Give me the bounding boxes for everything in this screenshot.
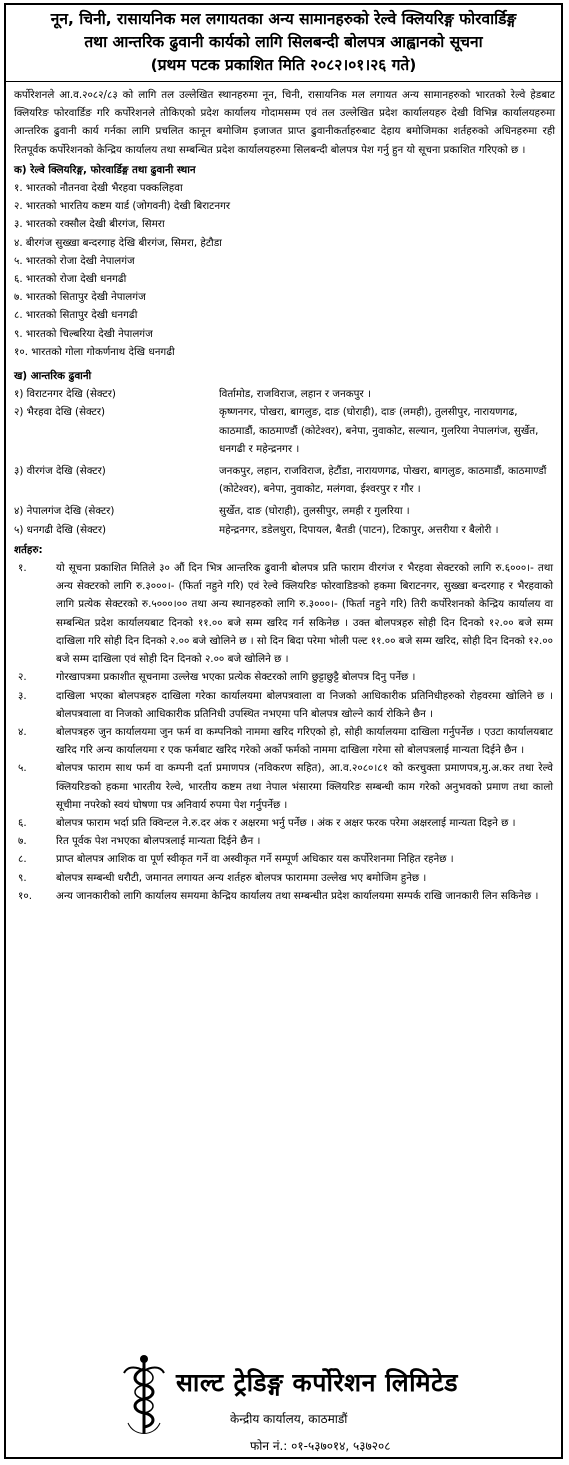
term-number: ८.: [18, 853, 27, 866]
term-text: गोरखापत्रमा प्रकाशीत सूचनामा उल्लेख भएका प्रत्येक सेक्टरको लागि छुट्टाछुट्टै बोलपत्र दिनु पर्नेछ ।: [56, 671, 416, 684]
list-item: २. भारतको भारतिय कष्टम यार्ड (जोगवनी) देखी बिराटनगर: [14, 200, 231, 213]
terms-title: शर्तहरु:: [14, 543, 43, 556]
list-item: ५. भारतको रोजा देखी नेपालगंज: [14, 254, 135, 267]
list-item: १०. भारतको गोला गोकर्णनाथ देखि धनगढी: [14, 345, 175, 358]
term-item: [14, 869, 555, 887]
notice-body: [6, 82, 561, 905]
term-item: [14, 887, 555, 905]
sector-to: महेन्द्रनगर, डडेलधुरा, दिपायल, बैतडी (पाटन), टिकापुर, अत्तरीया र बैलोरी ।: [219, 523, 499, 536]
term-item: [14, 759, 555, 814]
term-text: यो सूचना प्रकाशित मितिले ३० औं दिन भित्र आन्तरिक ढुवानी बोलपत्र प्रति फाराम वीरगंज र भैरहवा सेक्टरको लागि रु.६०००।- तथा अन्य सेक्टरको लागि रु.३०००।- (फिर्ता नहुने गरि) एवं रेल्वे क्लियरिङ फोरवाडिङको हकमा बिराटनगर, सुख्खा बन्दरगाह र भैरहवाको लागि प्रत्येक सेक्टरको रु.५०००।०० तथा अन्य स्थानहरुको लागि रु.३०००।- (फिर्ता नहुने गरि) तिरी कर्पोरेशनको केन्द्रिय कार्यालय वा सम्बन्धित प्रदेश कार्यालयबाट दिनको ११.०० बजे सम्म खरिद गर्न सकिनेछ । उक्त बोलपत्रहरु सोही दिन दिनको १२.०० बजे सम्म दाखिला गरि सोही दिन दिनको २.०० बजे खोलिने छ । सो दिन बिदा परेमा भोली पल्ट ११.०० बजे सम्म खरिद, सोही दिन दिनको १२.०० बजे सम्म दाखिला एवं सोही दिन दिनको २.०० बजे खोलिने छ ।: [56, 562, 553, 666]
term-item: [14, 559, 555, 668]
list-item: ८. भारतको सितापुर देखी धनगढी: [14, 309, 138, 322]
term-number: ४.: [18, 725, 27, 738]
term-item: [14, 668, 555, 686]
sector-to: कृष्णनगर, पोखरा, बागलुङ, दाङ (घोराही), दाङ (लमही), तुलसीपुर, नारायणगढ, काठमाडौं, काठमाण्डौं (कोटेश्वर), बनेपा, नुवाकोट, सल्यान, गुलरिया नेपालगंज, सुर्खेत, धनगढी र महेन्द्रनगर ।: [219, 406, 539, 455]
notice-frame: [4, 3, 563, 1459]
sector-to: विर्तामोड, राजविराज, लहान र जनकपुर ।: [219, 388, 371, 401]
term-text: बोलपत्र फाराम साथ फर्म वा कम्पनी दर्ता प्रमाणपत्र (नविकरण सहित), आ.व.२०८०।८१ को करचुक्ता प्रमाणपत्र,मु.अ.कर तथा रेल्वे क्लियरिङको हकमा भारतीय रेल्वे, भारतीय कष्टम तथा नेपाल भंसारमा क्लियरिङ सम्बन्धी काम गरेको अनुभवको प्रमाण तथा कालो सूचीमा नपरेको स्वयं घोषणा पत्र अनिवार्य रुपमा पेश गर्नुपर्नेछ ।: [56, 762, 553, 811]
term-text: दाखिला भएका बोलपत्रहरु दाखिला गरेका कार्यालयमा बोलपत्रवाला वा निजको आधिकारीक प्रतिनिधीहरुको रोहवरमा खोलिने छ । बोलपत्रवाला वा निजको आधिकारीक प्रतिनिधी उपस्थित नभएमा पनि बोलपत्र खोल्ने कार्य रोकिने छैन ।: [56, 689, 553, 720]
term-number: ३.: [18, 689, 27, 702]
term-text: बोलपत्र सम्बन्धी धरौटी, जमानत लगायत अन्य शर्तहरु बोलपत्र फाराममा उल्लेख भए बमोजिम हुनेछ ।: [56, 871, 427, 884]
term-item: [14, 832, 555, 850]
term-number: ९.: [18, 871, 27, 884]
sector-from: ४) नेपालगंज देखि (सेक्टर): [14, 505, 115, 518]
list-item: ४. बीरगंज सुख्खा बन्दरगाह देखि बीरगंज, सिमरा, हेटौडा: [14, 236, 222, 249]
term-item: [14, 687, 555, 723]
heading-line3: (प्रथम पटक प्रकाशित मिति २०८२।०१।२६ गते): [150, 56, 417, 74]
term-number: २.: [18, 671, 27, 684]
terms-list: [14, 559, 555, 905]
notice-heading: [6, 5, 561, 77]
term-number: ७.: [18, 835, 27, 848]
notice-footer: [6, 1353, 561, 1461]
term-number: ६.: [18, 816, 27, 829]
term-text: अन्य जानकारीको लागि कार्यालय समयमा केन्द्रिय कार्यालय तथा सम्बन्धीत प्रदेश कार्यालयमा सम्पर्क राखि जानकारी लिन सकिनेछ ।: [56, 889, 539, 902]
sector-from: ३) वीरगंज देखि (सेक्टर): [14, 465, 106, 478]
sector-from: ५) धनगढी देखि (सेक्टर): [14, 523, 107, 536]
term-text: बोलपत्रहरु जुन कार्यालयमा जुन फर्म वा कम्पनिको नाममा खरिद गरिएको हो, सोही कार्यालयमा दाखिला गर्नुपर्नेछ । एउटा कार्यालयबाट खरिद गरि अन्य कार्यालयमा र एक फर्मबाट खरिद गरेको अर्को फर्मको नाममा दाखिला गरेमा सो बोलपत्रलाई मान्यता दिईने छैन ।: [56, 725, 553, 757]
heading-line1: नून, चिनी, रासायनिक मल लगायतका अन्य सामानहरुको रेल्वे क्लियरिङ्ग फोरवार्डिङ्ग: [50, 10, 517, 28]
term-item: [14, 814, 555, 832]
heading-line2: तथा आन्तरिक ढुवानी कार्यको लागि सिलबन्दी बोलपत्र आह्वानको सूचना: [84, 33, 483, 51]
list-item: ३. भारतको रक्सौल देखी बीरगंज, सिमरा: [14, 218, 165, 231]
term-number: १०.: [18, 889, 32, 902]
term-item: [14, 723, 555, 759]
section-a-title: क) रेल्वे क्लियरिङ्ग, फोरवार्डिङ्ग तथा ढुवानी स्थान: [14, 163, 196, 176]
term-item: [14, 850, 555, 868]
sector-from: १) विराटनगर देखि (सेक्टर): [14, 388, 116, 401]
table-row: [14, 385, 555, 403]
list-item: ६. भारतको रोजा देखी धनगढी: [14, 273, 127, 286]
list-item: ७. भारतको सितापुर देखी नेपालगंज: [14, 291, 146, 304]
office-address: केन्द्रीय कार्यालय, काठमाडौं: [230, 1412, 348, 1426]
list-item: ९. भारतको चिल्बरिया देखी नेपालगंज: [14, 327, 153, 340]
sector-to: सुर्खेत, दाङ (घोराही), तुलसीपुर, लमही र गुलरिया ।: [219, 505, 410, 518]
section-a-list: [14, 179, 555, 361]
term-text: रित पूर्वक पेश नभएका बोलपत्रलाई मान्यता दिईने छैन ।: [56, 835, 261, 848]
phone-number: फोन नं.: ०१-५३७०१४, ५३७२०८: [250, 1439, 391, 1453]
section-b-title: ख) आन्तरिक ढुवानी: [14, 370, 92, 383]
sector-from: २) भैरहवा देखि (सेक्टर): [14, 406, 106, 419]
brand-name: साल्ट ट्रेडिङ्ग कर्पोरेशन लिमिटेड: [176, 1368, 459, 1397]
section-b-table: [14, 385, 555, 539]
term-number: १.: [18, 562, 27, 575]
table-row: [14, 521, 555, 539]
term-text: बोलपत्र फाराम भर्दा प्रति क्विन्टल ने.रु.दर अंक र अक्षरमा भर्नु पर्नेछ । अंक र अक्षर फरक परेमा अक्षरलाई मान्यता दिइने छ ।: [56, 816, 516, 829]
caduceus-logo: [114, 1353, 174, 1443]
term-text: प्राप्त बोलपत्र आशिक वा पूर्ण स्वीकृत गर्ने वा अस्वीकृत गर्ने सम्पूर्ण अधिकार यस कर्पोरेशनमा निहित रहनेछ ।: [56, 853, 454, 866]
table-row: [14, 462, 555, 498]
sector-to: जनकपुर, लहान, राजविराज, हेटौंडा, नारायणगढ, पोखरा, बागलुङ, काठमाडौं, काठमाण्डौं (कोटेश्वर), बनेपा, नुवाकोट, मलंगवा, ईश्वरपुर र गौर ।: [219, 465, 547, 496]
list-item: १. भारतको नौतनवा देखी भैरहवा पक्कलिहवा: [14, 182, 183, 195]
table-row: [14, 403, 555, 458]
term-number: ५.: [18, 762, 27, 775]
intro-paragraph: कर्पोरेशनले आ.व.२०८२/८३ को लागि तल उल्लेखित स्थानहरुमा नून, चिनी, रासायनिक मल लगायत अन्य सामानहरुको भारतको रेल्वे हेडबाट क्लियरिङ फोरवार्डिङ गरि कर्पोरेशनले तोकिएको प्रदेश कार्यालय गोदामसम्म एवं तल उल्लेखित प्रदेश कार्यालयहरु देखी विभिन्न कार्यालयहरुमा आन्तरिक ढुवानी कार्य गर्नका लागि प्रचलित कानून बमोजिम इजाजत प्राप्त ढुवानीकर्ताहरुबाट देहाय बमोजिमका शर्तहरुको अधिनहरुमा रही रितपूर्वक कर्पोरेशनको केन्द्रिय कार्यालय तथा सम्बन्धित प्रदेश कार्यालयहरुमा सिलबन्दी बोलपत्र पेश गर्नु हुन यो सूचना प्रकाशित गरिएको छ ।: [14, 89, 555, 156]
table-row: [14, 502, 555, 520]
